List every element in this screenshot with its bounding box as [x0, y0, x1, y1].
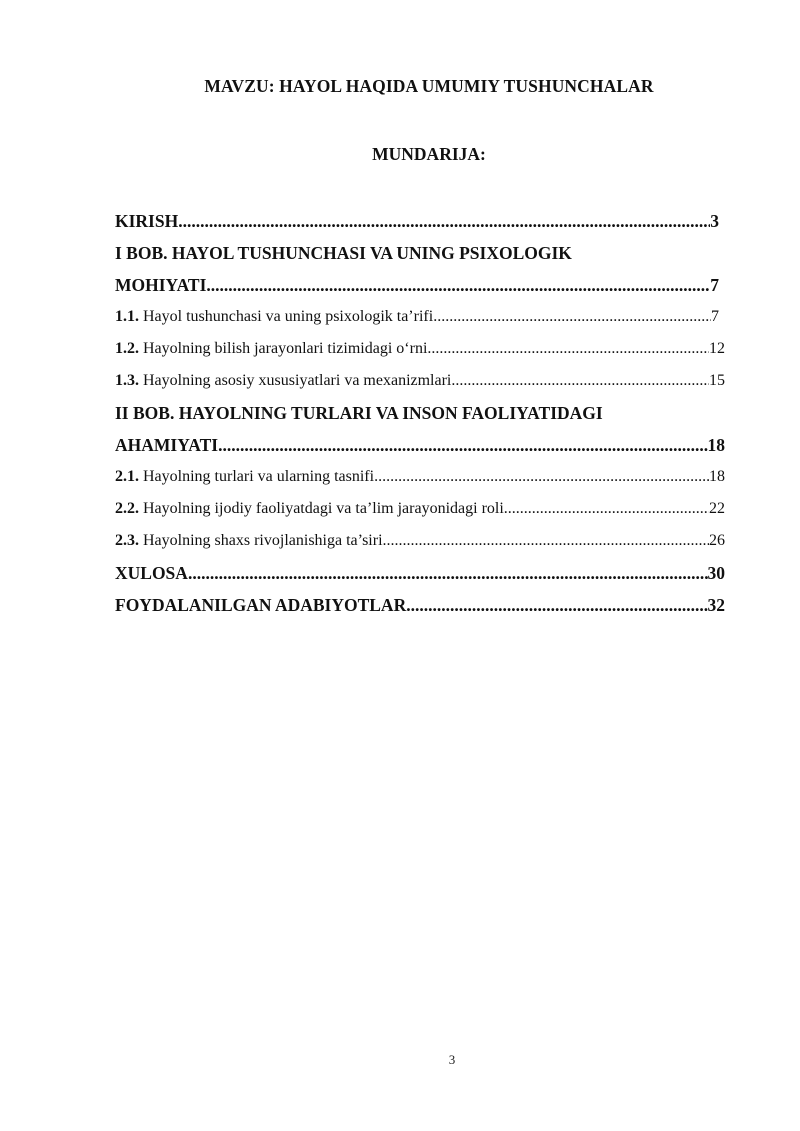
toc-leader-dots	[427, 333, 709, 365]
toc-entry-page: 12	[709, 340, 725, 357]
section-title: Hayolning shaxs rivojlanishiga ta’siri	[139, 532, 383, 549]
toc-entry-label	[115, 365, 451, 397]
toc-entry-label: FOYDALANILGAN ADABIYOTLAR	[115, 595, 407, 615]
section-number: 1.2.	[115, 340, 139, 357]
toc-entry-page: 15	[709, 372, 725, 389]
toc-chapter2-title-line1[interactable]: II BOB. HAYOLNING TURLARI VA INSON FAOLIYATIDAGI	[115, 403, 603, 423]
toc-entry-page: 3	[710, 211, 719, 231]
table-of-contents	[115, 205, 725, 621]
section-title: Hayolning ijodiy faoliyatdagi va ta’lim jarayonidagi roli	[139, 500, 504, 517]
toc-heading: MUNDARIJA:	[372, 144, 486, 164]
section-number: 1.3.	[115, 372, 139, 389]
toc-entry-label: MOHIYATI	[115, 275, 207, 295]
toc-entry-page: 32	[707, 595, 725, 615]
toc-entry-page: 18	[709, 468, 725, 485]
toc-entry-label: AHAMIYATI	[115, 435, 219, 455]
toc-entry-adabiyotlar[interactable]	[115, 589, 725, 621]
toc-entry-label	[115, 493, 504, 525]
toc-leader-dots	[178, 205, 710, 237]
section-number: 2.2.	[115, 500, 139, 517]
toc-entry-label: XULOSA	[115, 563, 188, 583]
toc-leader-dots	[451, 365, 709, 397]
toc-entry-page: 7	[710, 275, 719, 295]
toc-leader-dots	[504, 493, 709, 525]
toc-entry-xulosa[interactable]	[115, 557, 725, 589]
toc-entry-page: 7	[711, 308, 719, 325]
toc-entry-chapter2[interactable]	[115, 429, 725, 461]
section-title: Hayolning asosiy xususiyatlari va mexanizmlari	[139, 372, 452, 389]
page-number: 3	[448, 1052, 456, 1067]
toc-leader-dots	[406, 589, 707, 621]
toc-entry-section-2-1[interactable]	[115, 461, 725, 493]
section-number: 2.3.	[115, 532, 139, 549]
toc-entry-section-1-3[interactable]	[115, 365, 725, 397]
toc-entry-section-2-2[interactable]	[115, 493, 725, 525]
toc-leader-dots	[218, 429, 707, 461]
toc-leader-dots	[374, 461, 709, 493]
toc-chapter1-title-line1[interactable]: I BOB. HAYOL TUSHUNCHASI VA UNING PSIXOLOGIK	[115, 243, 572, 263]
toc-entry-page: 30	[707, 563, 725, 583]
toc-entry-page: 18	[707, 435, 725, 455]
toc-entry-section-2-3[interactable]	[115, 525, 725, 557]
document-title: MAVZU: HAYOL HAQIDA UMUMIY TUSHUNCHALAR	[204, 76, 654, 96]
toc-entry-label	[115, 301, 433, 333]
section-title: Hayolning turlari va ularning tasnifi	[139, 468, 375, 485]
toc-leader-dots	[383, 525, 709, 557]
toc-leader-dots	[188, 557, 708, 589]
toc-entry-label	[115, 333, 427, 365]
section-number: 1.1.	[115, 308, 139, 325]
section-title: Hayol tushunchasi va uning psixologik ta’rifi	[139, 308, 434, 325]
toc-entry-section-1-2[interactable]	[115, 333, 725, 365]
toc-entry-label	[115, 525, 383, 557]
toc-entry-page: 26	[709, 532, 725, 549]
toc-entry-chapter1[interactable]	[115, 269, 719, 301]
section-number: 2.1.	[115, 468, 139, 485]
toc-entry-page: 22	[709, 500, 725, 517]
toc-leader-dots	[206, 269, 710, 301]
toc-entry-label: KIRISH	[115, 211, 179, 231]
toc-entry-kirish[interactable]	[115, 205, 719, 237]
toc-entry-label	[115, 461, 374, 493]
section-title: Hayolning bilish jarayonlari tizimidagi o‘rni	[139, 340, 428, 357]
toc-leader-dots	[433, 301, 711, 333]
toc-entry-section-1-1[interactable]	[115, 301, 719, 333]
